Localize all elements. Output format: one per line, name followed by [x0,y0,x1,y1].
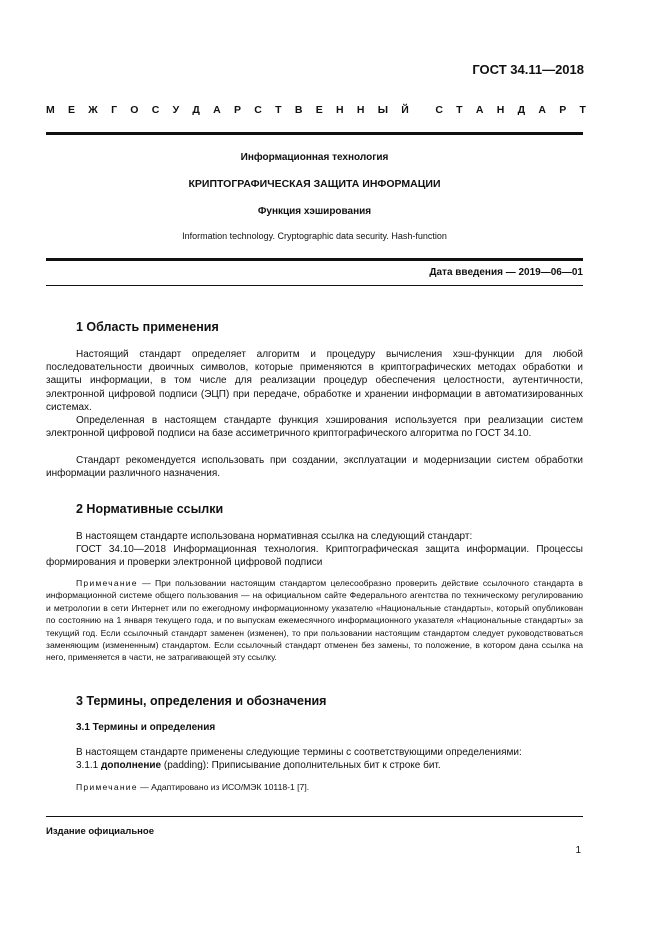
section-2-note [46,577,583,664]
note-label: Примечание [76,782,138,792]
title-line-1: Информационная технология [240,152,389,163]
interstate-letter: О [130,104,139,116]
title-line-3: Функция хэширования [257,206,372,217]
interstate-letter: В [294,104,303,116]
interstate-letter: А [213,104,221,116]
interstate-letter: С [435,104,443,116]
section-1-paragraph-2: Определенная в настоящем стандарте функция хэширования используется при реализации систем электронной цифровой подписи на базе ассиметричного криптографического алгоритма по ГОСТ 34.10. [46,415,583,440]
section-2-heading: 2 Нормативные ссылки [76,502,224,516]
subsection-3-1-heading: 3.1 Термины и определения [76,722,216,733]
interstate-letter: Ы [377,104,388,116]
interstate-letter: Й [401,104,409,116]
official-edition-label: Издание официальное [46,826,154,837]
interstate-letter: Г [111,104,118,116]
section-2-paragraph-1: В настоящем стандарте использована нормативная ссылка на следующий стандарт: [76,531,473,542]
title-line-2: КРИПТОГРАФИЧЕСКАЯ ЗАЩИТА ИНФОРМАЦИИ [188,178,441,190]
header-rule [46,132,583,135]
term-number: 3.1.1 [76,760,102,771]
section-1-paragraph-1: Настоящий стандарт определяет алгоритм и процедуру вычисления хэш-функции для любой последовательности двоичных символов, которые применяются в криптографических методах обработки и защиты информации, в том числе для реализации процедур обеспечения целостности, аутентичности, электронной цифровой подписи (ЭЦП) при передаче, обработке и хранении информации в автоматизированных системах. [46,349,583,413]
footer-rule [46,816,583,817]
interstate-letter: Н [496,104,505,116]
interstate-letter: Т [456,104,463,116]
date-rule [46,285,583,286]
interstate-letter: Р [234,104,242,116]
page-number: 1 [575,845,581,856]
section-3-heading: 3 Термины, определения и обозначения [76,694,327,708]
interstate-letter: Е [68,104,76,116]
standard-code: ГОСТ 34.11—2018 [472,62,584,77]
section-3-paragraph-1: В настоящем стандарте применены следующие термины с соответствующими определениями: [76,747,522,758]
interstate-letter: У [172,104,180,116]
interstate-letter: Т [579,104,586,116]
interstate-letter: Е [315,104,323,116]
introduction-date: Дата введения — 2019—06—01 [429,267,583,278]
interstate-letter: Н [356,104,365,116]
interstate-letter: А [475,104,484,116]
interstate-letter: Ж [88,104,98,116]
note-text: — При пользовании настоящим стандартом целесообразно проверить действие ссылочного стандарта в информационной системе общего пользования — на официальном сайте Федерального агентства по техническому регулированию и метрологии в сети Интернет или по ежегодному информационному указателю «Национальные стандарты», который опубликован по состоянию на 1 января текущего года, и по выпускам ежемесячного информационного указателя «Национальные стандарты» за текущий год. Если ссылочный стандарт заменен (изменен), то при пользовании настоящим стандартом следует руководствоваться заменяющим (измененным) стандартом. Если ссылочный стандарт отменен без замены, то положение, в котором дана ссылка на него, применяется в части, не затрагивающей эту ссылку. [46,578,583,663]
note-text: — Адаптировано из ИСО/МЭК 10118-1 [7]. [137,782,310,792]
term-definition [46,759,583,772]
title-english: Information technology. Cryptographic data security. Hash-function [182,231,447,241]
interstate-letter: А [538,104,546,116]
section-3-note [46,781,583,793]
term-name: дополнение [101,760,162,771]
section-1-paragraph-3: Стандарт рекомендуется использовать при создании, эксплуатации и модернизации систем обработки информации различного назначения. [46,455,583,480]
interstate-letter: Д [192,104,200,116]
section-1-heading: 1 Область применения [76,320,219,334]
section-2-paragraph-2: ГОСТ 34.10—2018 Информационная технология. Криптографическая защита информации. Процессы формирования и проверки электронной цифровой подписи [46,544,583,569]
interstate-letter: М [46,104,55,116]
interstate-letter: Т [275,104,282,116]
interstate-letter: Р [559,104,567,116]
interstate-standard-banner [46,104,586,116]
interstate-letter: Д [517,104,526,116]
interstate-letter: Н [335,104,344,116]
note-label: Примечание [76,578,138,588]
title-rule [46,258,583,261]
interstate-letter: С [254,104,262,116]
term-def-text: (padding): Приписывание дополнительных бит к строке бит. [161,760,441,771]
interstate-letter: С [151,104,160,116]
